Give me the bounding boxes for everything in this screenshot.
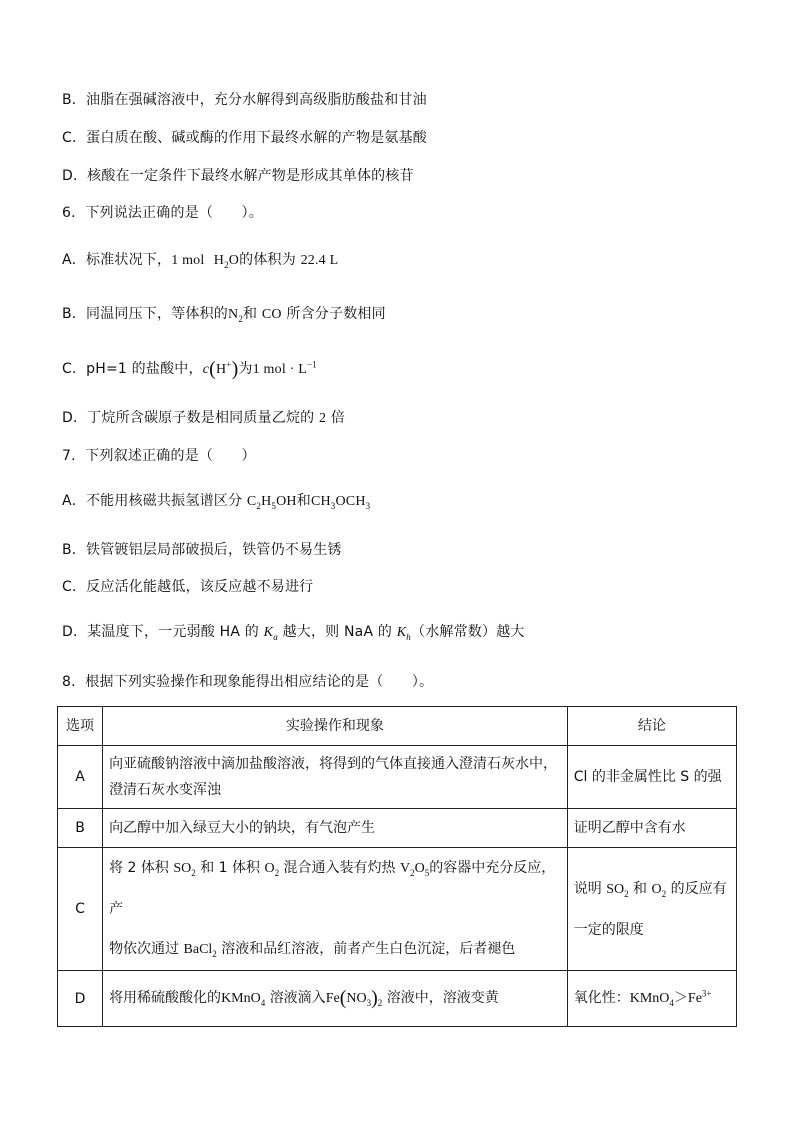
row-c-op1-d: 的容器中充分反应，产 <box>109 860 556 917</box>
q7d-suffix: （水解常数）越大 <box>411 624 525 640</box>
ethanol-h: H <box>261 494 272 509</box>
kh-symbol <box>397 625 411 640</box>
nitrogen-formula <box>228 307 243 322</box>
row-d-op-a: 将用稀硫酸酸化的 <box>109 990 222 1006</box>
row-a-option: A <box>58 746 103 809</box>
row-d-option: D <box>58 971 103 1027</box>
no3-text: NO <box>346 991 367 1006</box>
row-c-option: C <box>58 848 103 971</box>
q6a-prefix: A．标准状况下， <box>62 252 172 268</box>
hydrogen-charge: + <box>226 359 232 370</box>
header-option: 选项 <box>58 707 103 746</box>
q5-option-c: C．蛋白质在酸、碱或酶的作用下最终水解的产物是氨基酸 <box>62 130 427 146</box>
concentration-symbol: c <box>202 362 210 377</box>
row-c-con-line1 <box>574 869 730 910</box>
row-c-op-line2 <box>109 929 561 970</box>
q6d-num: 2 <box>319 411 327 426</box>
q7-option-d <box>62 622 525 643</box>
row-a-op-line1: 向亚硫酸钠溶液中滴加盐酸溶液，将得到的气体直接通入澄清石灰水中， <box>109 756 558 772</box>
ka-sub: a <box>273 631 278 642</box>
row-c-operation <box>103 848 568 971</box>
q6b-suffix: 所含分子数相同 <box>286 306 386 322</box>
q6a-volume: 22.4 L <box>300 253 339 268</box>
water-h-sub: 2 <box>224 259 229 270</box>
hydrogen-h: H <box>215 362 227 377</box>
ethanol-c: C <box>246 494 257 509</box>
con-o2-formula <box>652 882 667 897</box>
water-o: O <box>228 253 240 268</box>
o2-formula <box>264 861 279 876</box>
q7-stem: 7．下列叙述正确的是（ ） <box>62 448 256 464</box>
fe-text: Fe <box>325 991 340 1006</box>
row-d-con-a: 氧化性： <box>573 990 630 1006</box>
table-row <box>58 809 737 848</box>
greater-than-sign: ＞ <box>673 990 688 1006</box>
kh-sub: h <box>406 631 411 642</box>
nitrate-count-sub: 2 <box>377 997 383 1008</box>
so2-formula <box>173 861 195 876</box>
ferrous-nitrate-formula: $Fe(NO_3)_2$ <box>325 987 383 1009</box>
q7a-prefix: A．不能用核磁共振氢谱区分 <box>62 493 243 509</box>
ether-och-sub: 3 <box>365 500 371 511</box>
nitrogen-n: N <box>228 307 239 322</box>
row-d-operation <box>103 971 568 1027</box>
q7a-mid: 和 <box>296 493 311 509</box>
row-c-conclusion <box>567 848 736 971</box>
table-row <box>58 848 737 971</box>
row-a-op-line2: 澄清石灰水变浑浊 <box>109 782 222 798</box>
so2-sub: 2 <box>191 867 196 878</box>
row-b-conclusion: 证明乙醇中含有水 <box>567 809 736 848</box>
q8-stem: 8．根据下列实验操作和现象能得出相应结论的是（ ）。 <box>62 674 434 690</box>
row-c-con1-a: 说明 <box>573 880 602 897</box>
row-b-option: B <box>58 809 103 848</box>
ethanol-oh: OH <box>276 494 297 509</box>
q6-option-a <box>62 250 338 271</box>
row-c-op2-b: 溶液和品红溶液，前者产生白色沉淀，后者褪色 <box>221 941 516 957</box>
ferric-charge: 3+ <box>701 988 712 999</box>
q7d-mid: 越大，则 NaA 的 <box>282 624 393 640</box>
table-row <box>58 746 737 809</box>
header-conclusion: 结论 <box>567 707 736 746</box>
con-so2-so: SO <box>606 881 625 897</box>
table-header-row <box>58 707 737 746</box>
row-a-conclusion: Cl 的非金属性比 S 的强 <box>567 746 736 809</box>
con-kmno4-sub: 4 <box>669 997 674 1008</box>
ether-formula <box>311 494 370 509</box>
q6c-mid: 为 <box>238 361 253 377</box>
q5-option-b: B．油脂在强碱溶液中，充分水解得到高级脂肪酸盐和甘油 <box>62 92 427 108</box>
v2o5-o: O <box>414 861 425 876</box>
nitrogen-sub: 2 <box>238 313 244 324</box>
hydrogen-ion <box>215 359 232 377</box>
q7-option-a <box>62 491 370 512</box>
no3-sub: 3 <box>366 997 372 1008</box>
row-c-op1-a: 将 2 体积 <box>109 860 169 876</box>
o2-o: O <box>264 861 275 876</box>
ether-ch-sub: 3 <box>330 500 336 511</box>
ethanol-c-sub: 2 <box>256 500 262 511</box>
row-c-op-line1 <box>109 848 561 929</box>
q6a-mid: 的体积为 <box>239 252 296 268</box>
co-formula: CO <box>261 307 282 322</box>
row-c-op1-b: 和 1 体积 <box>200 860 260 876</box>
v2o5-formula <box>400 861 429 876</box>
water-h: H <box>213 253 225 268</box>
q7d-prefix: D．某温度下，一元弱酸 HA 的 <box>62 624 259 640</box>
q6-option-c: C．pH=1 的盐酸中，c(H+)为1 mol · $L^{-1}$ <box>62 358 317 380</box>
kh-k: K <box>396 625 407 640</box>
header-operation: 实验操作和现象 <box>103 707 568 746</box>
row-c-con-line2: 一定的限度 <box>573 921 644 938</box>
v2o5-v-sub: 2 <box>410 867 415 878</box>
con-o2-o: O <box>651 881 662 897</box>
q6d-prefix: D．丁烷所含碳原子数是相同质量乙烷的 <box>62 410 315 426</box>
con-kmno4-formula <box>630 991 674 1006</box>
kmno4-text: KMnO <box>221 991 261 1006</box>
q6-option-b <box>62 304 386 325</box>
unit-text: 1 mol · L <box>252 362 307 377</box>
ether-ch: CH <box>310 494 331 509</box>
row-c-con1-c: 的反应有 <box>670 880 727 897</box>
q7-option-c: C．反应活化能越低，该反应越不易进行 <box>62 579 314 595</box>
row-d-op-b: 溶液滴入 <box>269 990 326 1006</box>
ferric-fe: Fe <box>687 991 702 1006</box>
bacl2-sub: 2 <box>212 948 217 959</box>
unit-exponent: −1 <box>306 359 317 370</box>
row-a-operation <box>103 746 568 809</box>
q7-option-b: B．铁管镀铝层局部破损后，铁管仍不易生锈 <box>62 542 342 558</box>
con-o2-sub: 2 <box>661 888 667 899</box>
row-b-operation: 向乙醇中加入绿豆大小的钠块，有气泡产生 <box>103 809 568 848</box>
kmno4-sub: 4 <box>260 997 266 1008</box>
v2o5-v: V <box>399 861 411 876</box>
ether-och: OCH <box>335 494 366 509</box>
q6c-prefix: C．pH=1 的盐酸中， <box>62 361 203 377</box>
q6b-mid: 和 <box>243 306 258 322</box>
concentration-unit <box>252 359 317 377</box>
bacl2-formula <box>184 942 217 957</box>
ethanol-formula <box>247 494 297 509</box>
v2o5-o-sub: 5 <box>424 867 430 878</box>
q6a-amount: 1 mol <box>171 253 205 268</box>
row-d-conclusion <box>567 971 736 1027</box>
row-d-op-c: 溶液中，溶液变黄 <box>386 990 499 1006</box>
con-so2-formula <box>606 882 628 897</box>
con-so2-sub: 2 <box>624 888 629 899</box>
con-kmno4-text: KMnO <box>629 991 670 1006</box>
q6-stem: 6．下列说法正确的是（ ）。 <box>62 205 263 221</box>
ka-symbol <box>264 625 278 640</box>
row-c-op2-a: 物依次通过 <box>109 941 180 957</box>
row-c-op1-c: 混合通入装有灼热 <box>283 860 396 876</box>
ka-k: K <box>263 625 274 640</box>
table-row <box>58 971 737 1027</box>
row-c-con1-b: 和 <box>633 880 648 897</box>
ethanol-h-sub: 5 <box>271 500 277 511</box>
water-formula <box>214 253 239 268</box>
ferric-ion-formula <box>687 988 712 1006</box>
bacl2-bacl: BaCl <box>183 942 213 957</box>
q6d-suffix: 倍 <box>330 410 346 426</box>
q6b-prefix: B．同温同压下，等体积的 <box>62 306 229 322</box>
experiment-table <box>57 706 737 1027</box>
q6-option-d <box>62 408 345 429</box>
q5-option-d: D．核酸在一定条件下最终水解产物是形成其单体的核苷 <box>62 168 414 184</box>
kmno4-formula <box>221 991 265 1006</box>
so2-so: SO <box>173 861 192 876</box>
o2-sub: 2 <box>274 867 280 878</box>
